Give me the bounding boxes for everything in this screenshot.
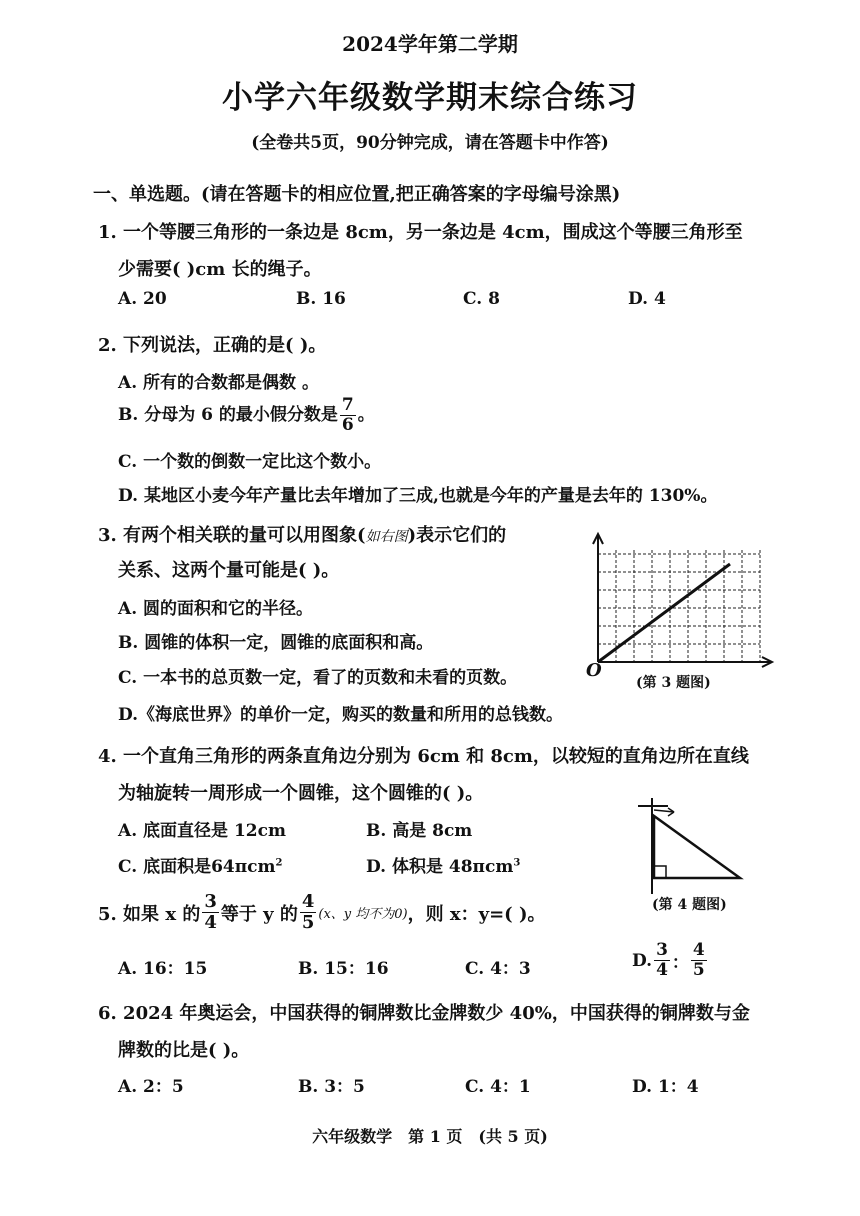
q4-option-c-text: C. 底面积是64πcm [118,857,276,877]
q5-option-a: A. 16：15 [118,959,208,979]
fraction-4-5 [691,942,707,979]
q3-option-a: A. 圆的面积和它的半径。 [118,599,314,619]
ratio-separator: ： [671,953,689,973]
q4-figure [624,796,754,896]
q2-option-b [118,397,375,434]
q3-option-b: B. 圆锥的体积一定，圆锥的底面积和高。 [118,633,434,653]
q4-option-a: A. 底面直径是 12cm [118,821,286,841]
q2-option-b-text: B. 分母为 6 的最小假分数是 [118,405,338,425]
q4-triangle [654,816,740,878]
fraction-numerator: 7 [341,395,354,415]
page-footer: 六年级数学 第 1 页 (共 5 页) [312,1127,548,1146]
q5-option-d-label: D. [632,950,653,971]
q5-option-b: B. 15：16 [298,959,389,979]
q3-origin-label: O [586,660,602,681]
fraction-denominator: 4 [204,912,217,933]
q4-option-c [118,852,282,877]
fraction-numerator: 3 [656,940,668,960]
fraction-denominator: 5 [301,912,315,933]
q1-option-d: D. 4 [628,289,666,309]
q4-line1: 4. 一个直角三角形的两条直角边分别为 6cm 和 8cm，以较短的直角边所在直线 [98,746,749,767]
fraction-3-4 [202,893,219,932]
q2-stem: 2. 下列说法，正确的是( )。 [98,335,327,356]
q1-option-b: B. 16 [296,289,346,309]
q5-stem [98,893,545,932]
q3-line1-end: )表示它们的 [407,525,507,546]
q4-right-angle-mark [654,866,666,878]
q3-handwritten-note: 如右图 [365,529,408,545]
q2-option-a: A. 所有的合数都是偶数 。 [118,373,319,393]
q4-option-d [366,852,520,877]
fraction-denominator: 5 [692,960,705,980]
q4-option-b: B. 高是 8cm [366,821,473,841]
q6-option-b: B. 3：5 [298,1077,365,1097]
q1-option-a: A. 20 [118,289,167,309]
page-subtitle: (全卷共5页，90分钟完成，请在答题卡中作答) [251,133,609,153]
q3-option-d: D.《海底世界》的单价一定，购买的数量和所用的总钱数。 [118,705,564,725]
fraction-7-6 [340,397,356,434]
q1-option-c: C. 8 [463,289,500,309]
q5-option-c: C. 4：3 [465,959,531,979]
q1-line2: 少需要( )cm 长的绳子。 [118,259,322,280]
fraction-denominator: 6 [341,415,354,435]
q4-option-d-text: D. 体积是 48πcm [366,857,514,877]
q5-option-d [632,942,709,979]
q6-option-a: A. 2：5 [118,1077,184,1097]
q3-line-through-origin [598,564,730,662]
q2-option-c: C. 一个数的倒数一定比这个数小。 [118,452,382,472]
q4-option-d-exponent: 3 [513,857,521,869]
fraction-numerator: 3 [204,891,217,912]
q6-option-d: D. 1：4 [632,1077,699,1097]
q5-text-post: ，则 x：y=( )。 [407,903,546,925]
section-1-heading: 一、单选题。(请在答题卡的相应位置,把正确答案的字母编号涂黑) [93,184,621,205]
q4-option-c-exponent: 2 [275,857,283,869]
q3-figure-caption: (第 3 题图) [636,675,711,691]
q4-rotation-arrow [654,808,674,816]
q6-line2: 牌数的比是( )。 [118,1040,250,1061]
q3-line1-text: 3. 有两个相关联的量可以用图象( [98,525,366,546]
q4-figure-caption: (第 4 题图) [652,897,727,913]
fraction-3-4 [654,942,670,979]
q2-option-d: D. 某地区小麦今年产量比去年增加了三成,也就是今年的产量是去年的 130%。 [118,486,718,506]
q4-line2: 为轴旋转一周形成一个圆锥，这个圆锥的( )。 [118,783,484,804]
q3-line1 [98,521,506,547]
q3-line2: 关系、这两个量可能是( )。 [118,560,340,581]
q5-text-pre: 5. 如果 x 的 [98,903,201,925]
q6-option-c: C. 4：1 [465,1077,531,1097]
q6-line1: 6. 2024 年奥运会，中国获得的铜牌数比金牌数少 40%，中国获得的铜牌数与金 [98,1003,750,1024]
fraction-denominator: 4 [656,960,668,980]
q3-option-c: C. 一本书的总页数一定，看了的页数和未看的页数。 [118,668,518,688]
page-title: 小学六年级数学期末综合练习 [222,80,638,116]
q5-condition-note: (x、y 均不为0) [318,907,408,922]
fraction-4-5 [300,893,317,932]
fraction-numerator: 4 [301,891,315,912]
fraction-numerator: 4 [692,940,705,960]
q1-line1: 1. 一个等腰三角形的一条边是 8cm，另一条边是 4cm，围成这个等腰三角形至 [98,222,743,243]
q5-text-mid: 等于 y 的 [220,903,298,925]
q2-option-b-end: 。 [357,405,375,425]
semester-line: 2024学年第二学期 [342,32,518,56]
